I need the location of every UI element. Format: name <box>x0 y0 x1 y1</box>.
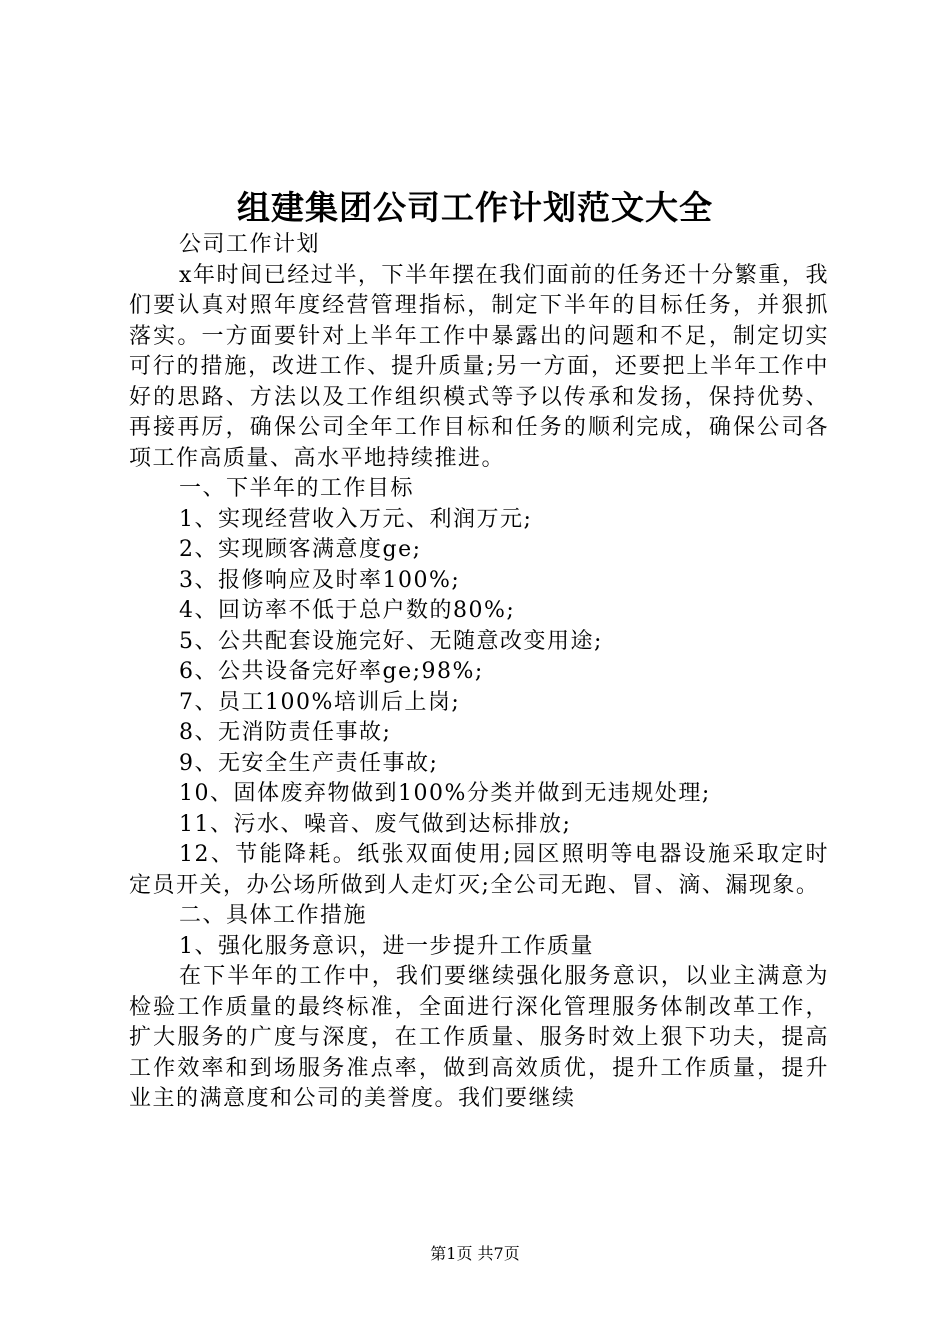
goal-item: 1、实现经营收入万元、利润万元; <box>179 506 533 532</box>
goal-item: 4、回访率不低于总户数的80%; <box>179 598 516 623</box>
paragraph-intro: x年时间已经过半，下半年摆在我们面前的任务还十分繁重，我们要认真对照年度经营管理指标，制定下半年的目标任务，并狠抓落实。一方面要针对上半年工作中暴露出的问题和不足，制定切实可行的措施，改进工作、提升质量;另一方面，还要把上半年工作中好的思路、方法以及工作组织模式等予以传承和发扬，保持优势、再接再厉，确保公司全年工作目标和任务的顺利完成，确保公司各项工作高质量、高水平地持续推进。 <box>129 262 829 471</box>
goal-item: 6、公共设备完好率ge;98%; <box>179 659 484 684</box>
goal-item: 5、公共配套设施完好、无随意改变用途; <box>179 628 603 654</box>
goal-item: 11、污水、噪音、废气做到达标排放; <box>179 811 572 837</box>
measure-paragraph: 在下半年的工作中，我们要继续强化服务意识，以业主满意为检验工作质量的最终标准，全面进行深化管理服务体制改革工作，扩大服务的广度与深度，在工作质量、服务时效上狠下功夫，提高工作效率和到场服务准点率，做到高效质优，提升工作质量，提升业主的满意度和公司的美誉度。我们要继续 <box>129 964 829 1111</box>
goal-item: 7、员工100%培训后上岗; <box>179 689 461 715</box>
goal-item: 2、实现顾客满意度ge; <box>179 537 422 562</box>
measure-heading: 1、强化服务意识，进一步提升工作质量 <box>179 933 594 959</box>
page-footer: 第1页 共7页 <box>430 1244 520 1263</box>
section-heading-goals: 一、下半年的工作目标 <box>179 476 415 501</box>
paragraph-intro-heading: 公司工作计划 <box>179 232 321 257</box>
document-body <box>129 230 829 1115</box>
goal-item: 10、固体废弃物做到100%分类并做到无违规处理; <box>179 781 711 806</box>
goal-item: 3、报修响应及时率100%; <box>179 567 461 593</box>
goal-item: 8、无消防责任事故; <box>179 720 392 745</box>
document-title: 组建集团公司工作计划范文大全 <box>237 188 713 227</box>
section-heading-measures: 二、具体工作措施 <box>179 903 368 928</box>
goal-item: 9、无安全生产责任事故; <box>179 750 439 776</box>
goal-item: 12、节能降耗。纸张双面使用;园区照明等电器设施采取定时定员开关，办公场所做到人走灯灭;全公司无跑、冒、滴、漏现象。 <box>129 842 829 898</box>
